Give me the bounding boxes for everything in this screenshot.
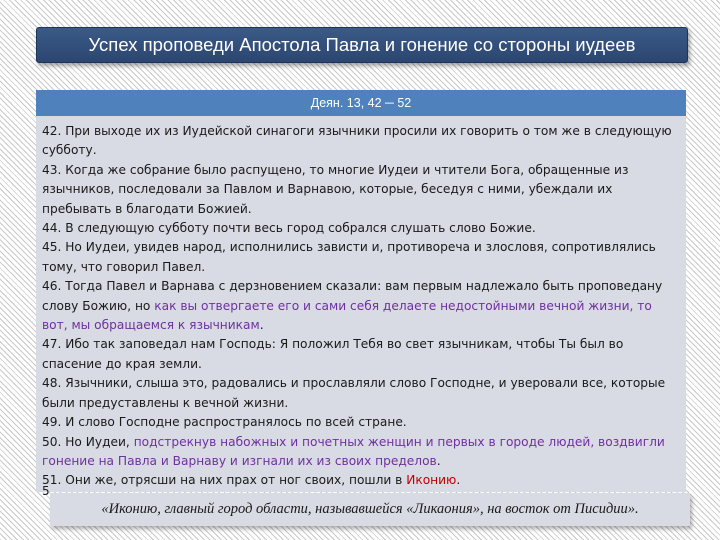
verse-46 xyxy=(42,277,680,335)
verse-50-text: 50. Но Иудеи, xyxy=(42,434,134,449)
verse-50-end: . xyxy=(436,453,441,468)
slide-title-bar xyxy=(36,27,688,63)
verse-48: 48. Язычники, слыша это, радовались и прославляли слово Господне, и уверовали все, которые были предуставлены к вечной жизни. xyxy=(42,376,666,410)
scripture-card xyxy=(36,90,686,492)
verse-43: 43. Когда же собрание было распущено, то многие Иудеи и чтители Бога, обращенные из язычников, последовали за Павлом и Варнавою, которые, беседуя с ними, убеждали их пребывать в благодати Божией. xyxy=(42,162,629,216)
scripture-text xyxy=(36,116,686,491)
verse-46-end: . xyxy=(259,318,264,333)
verse-51-city: Иконию xyxy=(406,473,457,488)
verse-44: 44. В следующую субботу почти весь город собрался слушать слово Божие. xyxy=(42,221,536,236)
scripture-reference-header xyxy=(36,90,686,116)
verse-50-highlight: подстрекнув набожных и почетных женщин и первых в городе людей, воздвигли гонение на Павла и Варнаву и изгнали их из своих пределов xyxy=(42,434,665,468)
verse-51-end: . xyxy=(456,473,461,488)
verse-49: 49. И слово Господне распространялось по всей стране. xyxy=(42,415,407,430)
verse-50 xyxy=(42,433,680,472)
verse-42: 42. При выходе их из Иудейской синагоги язычники просили их говорить о том же в следующую субботу. xyxy=(42,124,672,158)
verse-52-partial: 5 xyxy=(42,484,50,498)
verse-51-text: 51. Они же, отрясши на них прах от ног своих, пошли в xyxy=(42,473,407,488)
slide-title: Успех проповеди Апостола Павла и гонение со стороны иудеев xyxy=(88,34,636,55)
verse-45: 45. Но Иудеи, увидев народ, исполнились зависти и, противореча и злословя, сопротивлялись тому, что говорил Павел. xyxy=(42,240,656,274)
footnote-text: «Иконию, главный город области, называвшейся «Ликаония», на восток от Писидии». xyxy=(101,501,639,517)
verse-46-highlight: как вы отвергаете его и сами себя делаете недостойными вечной жизни, то вот, мы обращаемся к язычникам xyxy=(42,298,652,333)
verse-46-text: 46. Тогда Павел и Варнава с дерзновением сказали: вам первым надлежало быть проповедану слову Божию, но xyxy=(42,279,663,313)
scripture-reference: Деян. 13, 42 ─ 52 xyxy=(310,96,412,110)
verse-51 xyxy=(42,471,680,490)
verse-47: 47. Ибо так заповедал нам Господь: Я положил Тебя во свет язычникам, чтобы Ты был во спасение до края земли. xyxy=(42,337,624,371)
footnote-box xyxy=(50,493,690,526)
